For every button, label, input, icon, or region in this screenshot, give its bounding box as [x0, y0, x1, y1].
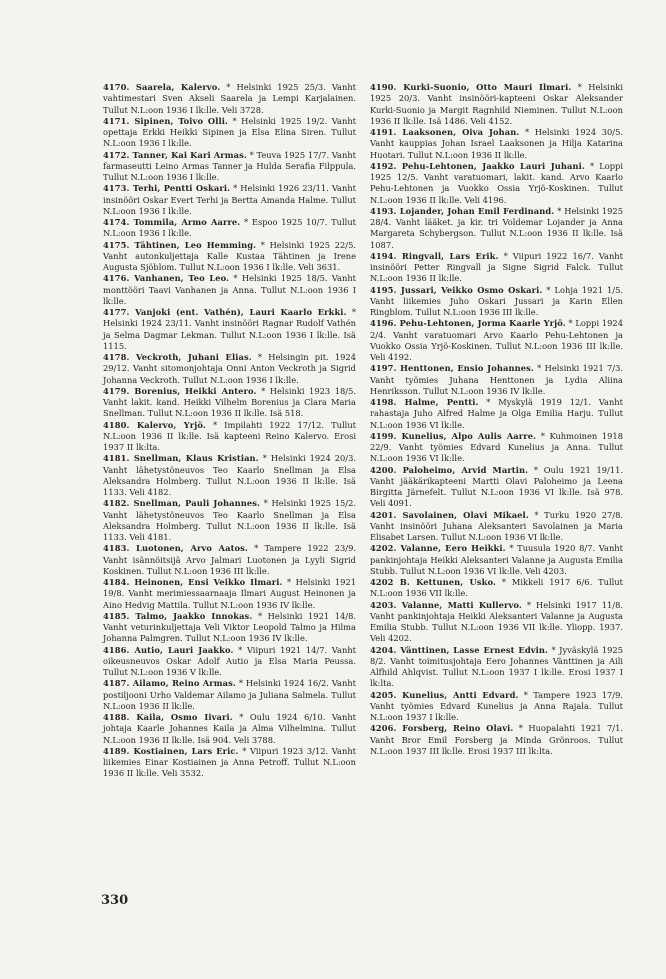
entry-heading: 4197. Henttonen, Ensio Johannes.	[370, 363, 534, 374]
entry-heading: 4200. Paloheimo, Arvid Martin.	[370, 464, 529, 475]
entry-heading: 4191. Laaksonen, Oiva Johan.	[370, 127, 520, 137]
entry-text: * Helsinki 1924 20/3. Vanht lähetystöneuvos Teo Kaarlo Snellman ja Elsa Aleksandra Holmberg. Tullut N.L:oon 1936 II lk:lle. Isä 1133. Veli 4182.	[103, 453, 357, 497]
entry-heading: 4171. Sipinen, Toivo Olli.	[103, 115, 229, 126]
entry-text: * Helsinki 1925 22/5. Vanht autonkuljettaja Kalle Kustaa Tähtinen ja Irene Augusta Sjöblom. Tullut N.L:oon 1936 I lk:lle. Veli 3631.	[103, 239, 356, 272]
entry-text: * Huopalahti 1921 7/1. Vanht Bror Emil Forsberg ja Minda Grönroos. Tullut N.L:oon 1937 III lk:lle. Erosi 1937 III lk:lta.	[370, 723, 624, 756]
register-entry	[370, 206, 623, 251]
entry-text: * Oulu 1921 19/11. Vanht jääkärikapteeni Martti Olavi Paloheimo ja Leena Birgitta Järnefelt. Tullut N.L:oon 1936 VI lk:lle. Isä 978. Veli 4091.	[370, 464, 623, 509]
register-entry	[370, 161, 623, 206]
entry-heading: 4193. Lojander, Johan Emil Ferdinand.	[370, 205, 555, 216]
entry-heading: 4206. Forsberg, Reino Olavi.	[370, 723, 514, 734]
entry-text: * Tuusula 1920 8/7. Vanht pankinjohtaja Heikki Aleksanteri Valanne ja Augusta Emilia Stubb. Tullut N.L:oon 1936 VI lk:lle. Veli 4203.	[370, 543, 623, 576]
page-number: 330	[101, 893, 129, 908]
entry-text: * Helsinki 1925 18/5. Vanht monttööri Taavi Vanhanen ja Anna. Tullut N.L:oon 1936 I lk:lle.	[103, 273, 356, 306]
register-entry	[103, 116, 356, 150]
entry-heading: 4185. Talmo, Jaakko Innokas.	[103, 610, 253, 621]
entry-heading: 4170. Saarela, Kalervo.	[103, 82, 221, 92]
entry-text: * Helsinki 1925 15/2. Vanht lähetystöneuvos Teo Kaarlo Snellman ja Elsa Aleksandra Holmberg. Tullut N.L:oon 1936 II lk:lle. Isä 1133. Veli 4181.	[103, 498, 356, 542]
register-entry	[370, 543, 623, 577]
entry-text: * Helsinki 1925 28/4. Vanht lääket. ja kir. tri Voldemar Lojander ja Anna Margareta Schybergson. Tullut N.L:oon 1936 II lk:lle. Isä 1087.	[370, 205, 623, 250]
entry-text: * Helsinki 1924 16/2. Vanht postiljooni Urho Valdemar Ailamo ja Juliana Salmela. Tullut N.L:oon 1936 II lk:lle.	[103, 678, 357, 711]
entry-heading: 4172. Tanner, Kai Kari Armas.	[103, 149, 247, 160]
register-entry	[370, 510, 623, 544]
entry-text: * Helsinki 1925 25/3. Vanht vahtimestari Sven Akseli Saarela ja Lempi Karjalainen. Tullut N.L:oon 1936 I lk:lle. Veli 3728.	[103, 82, 357, 115]
entry-text: * Impilahti 1922 17/12. Tullut N.L:oon 1936 II lk:lle. Isä kapteeni Reino Kalervo. Erosi 1937 II lk:lta.	[103, 419, 357, 452]
entry-heading: 4203. Valanne, Matti Kullervo.	[370, 599, 522, 610]
entry-text: * Helsinki 1917 11/8. Vanht pankinjohtaja Heikki Aleksanteri Valanne ja Augusta Emilia Stubb. Tullut N.L:oon 1936 VII lk:lle. Yliopp. 1937. Veli 4202.	[370, 599, 624, 644]
register-entry	[103, 645, 356, 679]
entry-text: * Espoo 1925 10/7. Tullut N.L:oon 1936 I lk:lle.	[103, 217, 356, 239]
entry-heading: 4184. Heinonen, Ensi Veikko Ilmari.	[103, 577, 283, 587]
entry-text: * Helsinki 1923 18/5. Vanht lakit. kand. Heikki Vilhelm Borenius ja Clara Maria Snellman. Tullut N.L:oon 1936 II lk:lle. Isä 518.	[103, 385, 356, 419]
entry-heading: 4194. Ringvall, Lars Erik.	[370, 250, 499, 261]
register-entry	[103, 273, 356, 307]
entry-text: * Tampere 1922 23/9. Vanht isännöitsijä Arvo Jalmari Luotonen ja Lyyli Sigrid Koskinen. Tullut N.L:oon 1936 III lk:lle.	[103, 543, 357, 576]
entry-text: * Helsinki 1926 23/11. Vanht insinööri Oskar Evert Terhi ja Bertta Amanda Halme. Tullut N.L:oon 1936 I lk:lle.	[103, 183, 357, 216]
register-entry	[103, 453, 356, 498]
entry-text: * Helsingin pit. 1924 29/12. Vanht sitomonjohtaja Onni Anton Veckroth ja Sigrid Johanna Veckroth. Tullut N.L:oon 1936 I lk:lle.	[103, 352, 356, 385]
entry-text: * Kuhmoinen 1918 22/9. Vanht työmies Edvard Kunelius ja Anna. Tullut N.L:oon 1936 VI lk:lle.	[370, 430, 623, 464]
entry-text: * Helsinki 1924 30/5. Vanht kauppias Johan Israel Laaksonen ja Hilja Katarina Huotari. Tullut N.L:oon 1936 II lk:lle.	[370, 127, 623, 160]
register-entry	[370, 82, 623, 127]
register-entry	[103, 498, 356, 543]
entry-heading: 4178. Veckroth, Juhani Elias.	[103, 352, 252, 362]
entry-text: * Viipuri 1921 14/7. Vanht oikeusneuvos Oskar Adolf Autio ja Elsa Maria Peussa. Tullut N.L:oon 1936 V lk:lle.	[103, 644, 356, 677]
left-column	[103, 82, 356, 780]
register-entry	[103, 577, 356, 611]
register-entry	[103, 611, 356, 645]
entry-text: * Turku 1920 27/8. Vanht insinööri Juhana Aleksanteri Savolainen ja Maria Elisabet Larsen. Tullut N.L:oon 1936 VI lk:lle.	[370, 509, 623, 542]
entry-text: * Loppi 1925 12/5. Vanht varatuomari, lakit. kand. Arvo Kaarlo Pehu-Lehtonen ja Vuokko Ossia Yrjö-Koskinen. Tullut N.L:oon 1936 II lk:lle. Veli 4196.	[370, 160, 623, 205]
entry-text: * Loppi 1924 2/4. Vanht varatuomari Arvo Kaarlo Pehu-Lehtonen ja Vuokko Ossia Yrjö-Koskinen. Tullut N.L:oon 1936 III lk:lle. Veli 4192.	[370, 318, 623, 362]
register-entry	[103, 183, 356, 217]
register-entry	[103, 678, 356, 712]
register-entry	[370, 251, 623, 285]
entry-heading: 4196. Pehu-Lehtonen, Jorma Kaarle Yrjö.	[370, 318, 566, 329]
entry-heading: 4192. Pehu-Lehtonen, Jaakko Lauri Juhani.	[370, 160, 585, 171]
entry-heading: 4182. Snellman, Pauli Johannes.	[103, 498, 261, 509]
entry-heading: 4188. Kaila, Osmo Iivari.	[103, 712, 233, 722]
entry-text: * Mikkeli 1917 6/6. Tullut N.L:oon 1936 VII lk:lle.	[370, 577, 623, 599]
entry-text: * Oulu 1924 6/10. Vanht johtaja Kaarle Johannes Kaila ja Alma Vilhelmina. Tullut N.L:oon 1936 II lk:lle. Isä 904. Veli 3788.	[103, 712, 357, 745]
entry-heading: 4187. Ailamo, Reino Armas.	[103, 678, 236, 689]
entry-heading: 4195. Jussari, Veikko Osmo Oskari.	[370, 284, 543, 295]
register-entry	[103, 240, 356, 274]
entry-heading: 4177. Vanjoki (ent. Vathén), Lauri Kaarlo Erkki.	[103, 307, 347, 317]
entry-text: * Myskylä 1919 12/1. Vanht rahastaja Juho Alfred Halme ja Olga Emilia Harju. Tullut N.L:oon 1936 VI lk:lle.	[370, 397, 623, 430]
register-entry	[370, 285, 623, 319]
register-entry	[103, 307, 356, 352]
entry-heading: 4174. Tommila, Armo Aarre.	[103, 217, 241, 227]
register-entry	[370, 431, 623, 465]
entry-heading: 4204. Vänttinen, Lasse Ernest Edvin.	[370, 644, 549, 655]
register-entry	[103, 543, 356, 577]
entry-text: * Jyväskylä 1925 8/2. Vanht toimitusjohtaja Eero Johannes Vänttinen ja Aili Alfhild Ahlqvist. Tullut N.L:oon 1937 I lk:lle. Erosi 1937 I lk:lta.	[370, 644, 623, 689]
entry-heading: 4176. Vanhanen, Teo Leo.	[103, 273, 230, 284]
register-entry	[103, 712, 356, 746]
register-entry	[370, 397, 623, 431]
entry-heading: 4198. Halme, Pentti.	[370, 397, 479, 407]
entry-heading: 4202 B. Kettunen, Usko.	[370, 577, 496, 587]
register-entry	[370, 600, 623, 645]
entry-text: * Helsinki 1921 7/3. Vanht työmies Juhana Henttonen ja Lydia Aliina Henriksson. Tullut N.L:oon 1936 IV lk:lle.	[370, 363, 623, 396]
entry-heading: 4180. Kalervo, Yrjö.	[103, 419, 206, 430]
entry-heading: 4202. Valanne, Eero Heikki.	[370, 543, 506, 554]
register-entry	[103, 150, 356, 184]
register-entry	[370, 723, 623, 757]
register-entry	[370, 645, 623, 690]
entry-text: * Teuva 1925 17/7. Vanht farmaseutti Leino Armas Tanner ja Hulda Serafia Filppula. Tullut N.L:oon 1936 I lk:lle.	[103, 149, 357, 182]
entry-text: * Helsinki 1921 14/8. Vanht veturinkuljettaja Veli Viktor Leopold Talmo ja Hilma Johanna Palmgren. Tullut N.L:oon 1936 IV lk:lle.	[103, 610, 357, 644]
entry-heading: 4199. Kunelius, Alpo Aulis Aarre.	[370, 430, 537, 441]
register-entry	[370, 577, 623, 600]
entry-heading: 4173. Terhi, Pentti Oskari.	[103, 183, 231, 194]
entry-heading: 4201. Savolainen, Olavi Mikael.	[370, 509, 529, 520]
entry-heading: 4183. Luotonen, Arvo Aatos.	[103, 543, 248, 554]
entry-heading: 4190. Kurki-Suonio, Otto Mauri Ilmari.	[370, 82, 572, 92]
register-entry	[103, 746, 356, 780]
entry-heading: 4205. Kunelius, Antti Edvard.	[370, 689, 519, 700]
entry-text: * Helsinki 1925 19/2. Vanht opettaja Erkki Heikki Sipinen ja Elsa Elina Siren. Tullut N.L:oon 1936 I lk:lle.	[103, 115, 357, 149]
entry-text: * Helsinki 1925 20/3. Vanht insinööri-kapteeni Oskar Aleksander Kurki-Suonio ja Margit Ragnhild Nieminen. Tullut N.L:oon 1936 II lk:lle. Isä 1486. Veli 4152.	[370, 82, 623, 126]
register-entry	[103, 217, 356, 240]
register-entry	[370, 127, 623, 161]
entry-heading: 4179. Borenius, Heikki Antero.	[103, 385, 257, 396]
right-column	[370, 82, 623, 757]
entry-text: * Viipuri 1922 16/7. Vanht insinööri Petter Ringvall ja Signe Sigrid Falck. Tullut N.L:oon 1936 II lk:lle.	[370, 250, 623, 284]
register-entry	[370, 318, 623, 363]
register-entry	[103, 82, 356, 116]
entry-heading: 4186. Autio, Lauri Jaakko.	[103, 644, 234, 655]
entry-text: * Tampere 1923 17/9. Vanht työmies Edvard Kunelius ja Anna Rajala. Tullut N.L:oon 1937 I lk:lle.	[370, 689, 624, 722]
entry-text: * Viipuri 1923 3/12. Vanht liikemies Einar Kostiainen ja Anna Petroff. Tullut N.L:oon 1936 II lk:lle. Veli 3532.	[103, 745, 356, 779]
entry-heading: 4189. Kostiainen, Lars Eric.	[103, 745, 239, 756]
register-entry	[370, 465, 623, 510]
register-entry	[103, 386, 356, 420]
register-entry	[103, 352, 356, 386]
entry-text: * Lohja 1921 1/5. Vanht liikemies Juho Oskari Jussari ja Karin Ellen Ringblom. Tullut N.L:oon 1936 III lk:lle.	[370, 284, 623, 317]
register-entry	[370, 363, 623, 397]
register-entry	[103, 420, 356, 454]
entry-heading: 4175. Tähtinen, Leo Hemming.	[103, 239, 257, 250]
register-entry	[370, 690, 623, 724]
entry-text: * Helsinki 1924 23/11. Vanht insinööri Ragnar Rudolf Vathén ja Selma Dagmar Lekman. Tullut N.L:oon 1936 I lk:lle. Isä 1115.	[103, 307, 356, 351]
entry-heading: 4181. Snellman, Klaus Kristian.	[103, 453, 259, 464]
entry-text: * Helsinki 1921 19/8. Vanht merimiessaarnaaja Ilmari August Heinonen ja Aino Hedvig Mattila. Tullut N.L:oon 1936 IV lk:lle.	[103, 577, 357, 610]
